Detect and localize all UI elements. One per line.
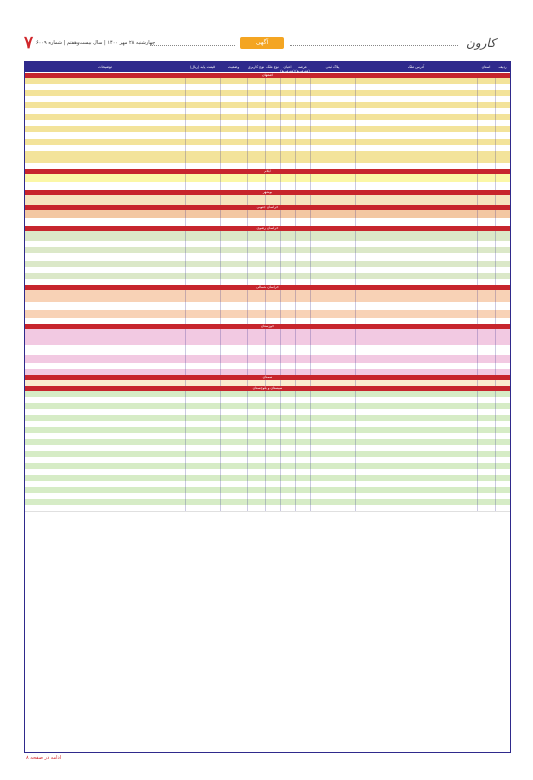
column-divider	[355, 218, 356, 226]
column-divider	[185, 151, 186, 163]
dateline: چهارشنبه ۲۸ مهر ۱۴۰۰ | سال بیست‌وهفتم | شماره ۶۰۰۹	[36, 40, 156, 46]
column-divider	[185, 182, 186, 190]
section-band: بوشهر	[25, 190, 510, 195]
column-divider	[265, 174, 266, 182]
column-divider	[247, 174, 248, 182]
column-divider	[247, 505, 248, 511]
newspaper-logo: کارون	[466, 36, 496, 50]
column-divider	[185, 302, 186, 310]
column-divider	[477, 132, 478, 139]
column-divider	[247, 345, 248, 355]
column-divider	[477, 182, 478, 190]
column-divider	[295, 210, 296, 218]
column-divider	[265, 355, 266, 363]
column-divider	[220, 302, 221, 310]
column-divider	[295, 290, 296, 302]
column-divider	[265, 195, 266, 205]
column-divider	[280, 210, 281, 218]
column-divider	[495, 329, 496, 345]
column-divider	[355, 210, 356, 218]
column-divider	[295, 132, 296, 139]
column-divider	[495, 290, 496, 302]
column-divider	[185, 195, 186, 205]
column-divider	[477, 329, 478, 345]
column-divider	[477, 195, 478, 205]
column-divider	[280, 302, 281, 310]
section-band: سمنان	[25, 375, 510, 380]
column-divider	[280, 310, 281, 318]
column-divider	[310, 195, 311, 205]
column-divider	[495, 355, 496, 363]
column-divider	[185, 290, 186, 302]
column-header: استان	[481, 65, 491, 69]
column-divider	[220, 174, 221, 182]
column-header: وضعیت	[227, 65, 240, 69]
column-divider	[265, 345, 266, 355]
column-divider	[265, 329, 266, 345]
column-divider	[310, 151, 311, 163]
column-divider	[220, 151, 221, 163]
column-divider	[220, 195, 221, 205]
column-divider	[477, 174, 478, 182]
column-divider	[477, 310, 478, 318]
column-divider	[355, 195, 356, 205]
column-divider	[265, 290, 266, 302]
column-divider	[265, 310, 266, 318]
column-divider	[280, 151, 281, 163]
table-header	[25, 62, 510, 72]
column-divider	[355, 505, 356, 511]
column-divider	[247, 290, 248, 302]
column-divider	[477, 210, 478, 218]
column-divider	[220, 505, 221, 511]
column-divider	[477, 355, 478, 363]
column-divider	[310, 253, 311, 261]
column-divider	[295, 174, 296, 182]
column-divider	[280, 195, 281, 205]
column-header: نوع کاربری	[247, 65, 265, 69]
column-divider	[310, 174, 311, 182]
column-divider	[185, 505, 186, 511]
column-divider	[265, 302, 266, 310]
column-divider	[310, 310, 311, 318]
column-header: نوع ملک	[266, 65, 279, 69]
column-header: ردیف	[498, 65, 507, 69]
column-header: آدرس ملک	[407, 65, 425, 69]
column-divider	[247, 310, 248, 318]
column-divider	[355, 182, 356, 190]
table-row	[25, 505, 510, 512]
column-header: عرصه (مترمربع)	[295, 65, 310, 73]
column-divider	[265, 253, 266, 261]
column-divider	[310, 329, 311, 345]
section-tag: آگهی	[240, 37, 284, 49]
continued-note: ادامه در صفحه ۸	[26, 755, 62, 761]
column-divider	[280, 132, 281, 139]
column-divider	[247, 182, 248, 190]
column-divider	[295, 231, 296, 241]
column-divider	[355, 355, 356, 363]
column-divider	[495, 345, 496, 355]
column-divider	[477, 151, 478, 163]
column-divider	[185, 218, 186, 226]
column-divider	[495, 182, 496, 190]
column-divider	[295, 329, 296, 345]
column-divider	[310, 505, 311, 511]
column-divider	[495, 174, 496, 182]
column-divider	[355, 310, 356, 318]
column-divider	[280, 231, 281, 241]
column-header: پلاک ثبتی	[325, 65, 340, 69]
column-divider	[265, 182, 266, 190]
column-divider	[280, 329, 281, 345]
column-divider	[295, 345, 296, 355]
column-divider	[247, 231, 248, 241]
column-divider	[280, 218, 281, 226]
column-divider	[355, 231, 356, 241]
column-divider	[247, 253, 248, 261]
column-divider	[495, 310, 496, 318]
column-divider	[477, 218, 478, 226]
column-header: قیمت پایه (ریال)	[190, 65, 215, 69]
column-divider	[310, 182, 311, 190]
column-divider	[495, 195, 496, 205]
column-divider	[185, 210, 186, 218]
column-divider	[220, 182, 221, 190]
column-divider	[185, 231, 186, 241]
column-divider	[247, 355, 248, 363]
column-divider	[280, 174, 281, 182]
column-divider	[495, 253, 496, 261]
column-divider	[295, 505, 296, 511]
column-header: توضیحات	[98, 65, 112, 69]
column-divider	[310, 302, 311, 310]
column-divider	[185, 174, 186, 182]
column-divider	[220, 310, 221, 318]
column-divider	[477, 290, 478, 302]
column-header: اعیان (مترمربع)	[280, 65, 295, 73]
column-divider	[220, 355, 221, 363]
column-divider	[310, 355, 311, 363]
column-divider	[220, 210, 221, 218]
column-divider	[355, 151, 356, 163]
section-band: خراسان رضوی	[25, 226, 510, 231]
column-divider	[265, 132, 266, 139]
column-divider	[295, 182, 296, 190]
section-band: خوزستان	[25, 324, 510, 329]
column-divider	[265, 218, 266, 226]
column-divider	[310, 345, 311, 355]
column-divider	[247, 151, 248, 163]
column-divider	[495, 151, 496, 163]
column-divider	[220, 218, 221, 226]
column-divider	[220, 253, 221, 261]
column-divider	[185, 132, 186, 139]
column-divider	[477, 302, 478, 310]
column-divider	[295, 253, 296, 261]
column-divider	[355, 253, 356, 261]
section-band: اصفهان	[25, 73, 510, 78]
column-divider	[185, 355, 186, 363]
column-divider	[185, 310, 186, 318]
column-divider	[477, 253, 478, 261]
column-divider	[280, 355, 281, 363]
column-divider	[310, 218, 311, 226]
section-band: خراسان جنوبی	[25, 205, 510, 210]
column-divider	[310, 231, 311, 241]
column-divider	[247, 302, 248, 310]
column-divider	[495, 302, 496, 310]
column-divider	[295, 310, 296, 318]
column-divider	[247, 329, 248, 345]
column-divider	[310, 290, 311, 302]
column-divider	[247, 218, 248, 226]
column-divider	[355, 132, 356, 139]
column-divider	[495, 218, 496, 226]
auction-table	[24, 61, 511, 753]
header-divider-right	[290, 45, 458, 46]
column-divider	[295, 151, 296, 163]
section-band: سیستان و بلوچستان	[25, 386, 510, 391]
column-divider	[280, 345, 281, 355]
column-divider	[310, 132, 311, 139]
table-row	[25, 329, 510, 346]
column-divider	[355, 302, 356, 310]
column-divider	[355, 329, 356, 345]
column-divider	[280, 505, 281, 511]
column-divider	[220, 231, 221, 241]
column-divider	[265, 505, 266, 511]
column-divider	[265, 231, 266, 241]
column-divider	[280, 253, 281, 261]
column-divider	[355, 290, 356, 302]
column-divider	[220, 290, 221, 302]
column-divider	[477, 231, 478, 241]
column-divider	[495, 505, 496, 511]
column-divider	[295, 355, 296, 363]
column-divider	[355, 174, 356, 182]
column-divider	[220, 345, 221, 355]
column-divider	[280, 182, 281, 190]
column-divider	[355, 345, 356, 355]
column-divider	[477, 345, 478, 355]
column-divider	[280, 290, 281, 302]
column-divider	[477, 505, 478, 511]
column-divider	[265, 210, 266, 218]
column-divider	[295, 218, 296, 226]
column-divider	[247, 195, 248, 205]
column-divider	[265, 151, 266, 163]
column-divider	[185, 345, 186, 355]
column-divider	[495, 231, 496, 241]
column-divider	[247, 132, 248, 139]
column-divider	[185, 253, 186, 261]
column-divider	[495, 210, 496, 218]
column-divider	[220, 329, 221, 345]
column-divider	[247, 210, 248, 218]
column-divider	[310, 210, 311, 218]
page-number: ۷	[24, 33, 34, 52]
section-band: خراسان شمالی	[25, 285, 510, 290]
column-divider	[295, 195, 296, 205]
column-divider	[495, 132, 496, 139]
section-band: ایلام	[25, 169, 510, 174]
column-divider	[185, 329, 186, 345]
column-divider	[295, 302, 296, 310]
column-divider	[220, 132, 221, 139]
header-divider-left	[150, 45, 235, 46]
